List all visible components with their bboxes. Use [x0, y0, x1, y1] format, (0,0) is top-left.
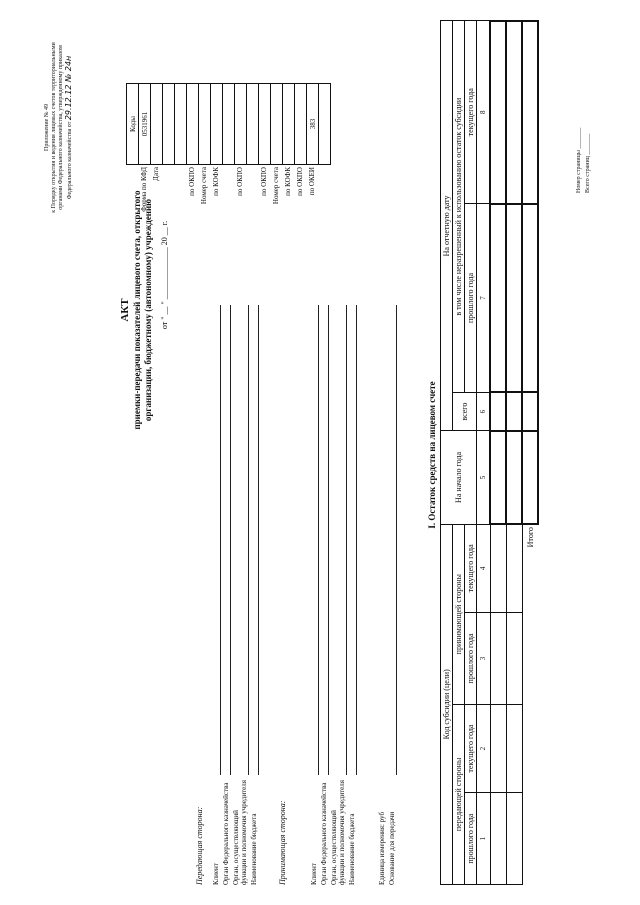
codes-cell — [235, 84, 247, 165]
table-cell — [490, 704, 506, 793]
date-label: Дата — [152, 167, 160, 181]
label-spacer — [246, 167, 258, 305]
title-heading: АКТ — [119, 298, 131, 322]
label-spacer — [174, 167, 186, 305]
codes-cell — [187, 84, 199, 165]
title-line-2: организации, бюджетному (автономному) учреждению — [143, 198, 153, 422]
total-row — [522, 21, 538, 885]
table-cell — [490, 524, 506, 613]
col-sender-curr: текущего года — [465, 704, 477, 793]
underline — [318, 305, 319, 775]
sender-code-label: по ОКПО — [188, 167, 196, 196]
col-number: 4 — [477, 524, 491, 613]
col-restricted-curr: текущего года — [465, 21, 477, 204]
col-start-of-year: На начало года — [441, 431, 477, 524]
receiver-row-client: Клиент — [310, 863, 318, 885]
table-cell — [490, 392, 506, 430]
receiver-row-treasury: Орган Федерального казначейства — [320, 782, 328, 885]
handwritten-order-number: 29.12.12 № 24н — [64, 55, 73, 121]
underline — [396, 305, 397, 775]
receiver-row-founder-1: Орган, осуществляющий — [330, 810, 338, 885]
table-row — [490, 21, 506, 885]
table-cell — [490, 204, 506, 393]
codes-cell — [151, 84, 163, 165]
col-total: всего — [453, 392, 477, 430]
appendix-line: к Порядку открытия и ведения лицевых счетов территориальными — [51, 42, 57, 213]
table-cell — [506, 392, 522, 430]
sender-code-label: Номер счета — [200, 167, 208, 205]
underline — [248, 305, 249, 775]
label-spacer — [162, 167, 174, 305]
underline — [230, 305, 231, 775]
table-cell — [506, 704, 522, 793]
underline — [328, 305, 329, 775]
sender-row-client: Клиент — [212, 863, 220, 885]
appendix-note — [44, 0, 74, 255]
underline — [346, 305, 347, 775]
underline — [356, 305, 357, 775]
appendix-line-text: Федерального казначейства от — [67, 121, 73, 200]
col-number: 3 — [477, 613, 491, 705]
sender-row-budget: Наименование бюджета — [250, 813, 258, 885]
codes-cell — [175, 84, 187, 165]
page-number-label: Номер страницы _______ — [576, 127, 582, 193]
sender-code-label: по КОФК — [212, 167, 220, 196]
total-cell — [522, 392, 538, 430]
table-cell — [506, 431, 522, 524]
col-receiver: принимающей стороны — [453, 524, 465, 704]
codes-cell — [199, 84, 211, 165]
total-label: Итого — [525, 527, 535, 548]
page-info — [575, 73, 593, 193]
date-line: от " __ " _____________ 20 __ г. — [160, 220, 169, 330]
appendix-line — [65, 0, 74, 255]
col-number: 7 — [477, 204, 491, 393]
label-spacer — [222, 167, 234, 305]
col-number: 2 — [477, 704, 491, 793]
title-line-1: приемки-передачи показателей лицевого счета, открытого — [132, 190, 142, 430]
table-cell — [506, 21, 522, 204]
code-labels — [126, 167, 318, 305]
sender-heading: Передающая сторона: — [195, 806, 204, 885]
sender-row-treasury: Орган Федерального казначейства — [222, 782, 230, 885]
underline — [258, 305, 259, 775]
table-cell — [490, 613, 506, 705]
table-cell — [506, 793, 522, 885]
unit-label: Единица измерения: руб — [378, 811, 386, 885]
total-pages-label: Всего страниц _______ — [585, 133, 591, 193]
total-cell — [522, 204, 538, 393]
codes-cell — [163, 84, 175, 165]
receiver-code-label: по КОФК — [284, 167, 292, 196]
col-restricted: в том числе неразрешенный к использованию остаток субсидии — [453, 21, 465, 392]
table-cell — [506, 524, 522, 613]
col-number: 6 — [477, 392, 491, 430]
page-number-text: Номер страницы — [576, 150, 582, 193]
table-cell — [490, 793, 506, 885]
table-title: I. Остаток средств на лицевом счете — [427, 381, 437, 529]
codes-cell — [271, 84, 283, 165]
appendix-line: Приложение № 49 — [44, 104, 50, 151]
col-report-date: На отчетную дату — [441, 21, 453, 431]
receiver-code-label: Номер счета — [272, 167, 280, 205]
receiver-row-budget: Наименование бюджета — [348, 813, 356, 885]
sender-row-founder-1: Орган, осуществляющий — [232, 810, 240, 885]
basis-label: Основание для передачи — [388, 811, 396, 885]
col-number: 8 — [477, 21, 491, 204]
total-pages-text: Всего страниц — [585, 156, 591, 193]
form-label: Форма по КФД — [140, 167, 148, 212]
form-code-value: 0531961 — [139, 84, 151, 165]
okei-label: по ОКЕИ — [308, 167, 316, 196]
table-cell — [506, 613, 522, 705]
table-row — [506, 21, 522, 885]
receiver-heading: Принимающая сторона: — [278, 800, 287, 885]
codes-header: Коды — [127, 84, 139, 165]
sender-code-label: по ОКПО — [236, 167, 244, 196]
sender-row-founder-2: функции и полномочия учредителя — [240, 780, 248, 885]
col-receiver-prev: прошлого года — [465, 613, 477, 705]
col-sender-prev: прошлого года — [465, 793, 477, 885]
col-restricted-prev: прошлого года — [465, 204, 477, 393]
codes-box — [126, 83, 331, 165]
table-cell — [490, 21, 506, 204]
codes-cell — [211, 84, 223, 165]
receiver-code-label: по ОКПО — [260, 167, 268, 196]
col-number: 1 — [477, 793, 491, 885]
col-sender: передающей стороны — [453, 704, 465, 884]
underline — [220, 305, 221, 775]
codes-cell — [259, 84, 271, 165]
col-receiver-curr: текущего года — [465, 524, 477, 613]
col-subsidy-code: Код субсидии (цели) — [441, 524, 453, 884]
balance-table — [440, 20, 539, 885]
total-cell — [522, 431, 538, 524]
table-cell — [506, 204, 522, 393]
label-spacer — [126, 167, 138, 305]
appendix-line: органами Федерального казначейства, утвержденному приказом — [58, 45, 64, 210]
codes-cell — [247, 84, 259, 165]
codes-cell — [295, 84, 307, 165]
codes-cell — [319, 84, 331, 165]
receiver-code-label: по ОКПО — [296, 167, 304, 196]
receiver-row-founder-2: функции и полномочия учредителя — [338, 780, 346, 885]
okei-value: 383 — [307, 84, 319, 165]
table-cell — [490, 431, 506, 524]
codes-cell — [283, 84, 295, 165]
codes-cell — [223, 84, 235, 165]
total-cell — [522, 21, 538, 204]
col-number: 5 — [477, 431, 491, 524]
